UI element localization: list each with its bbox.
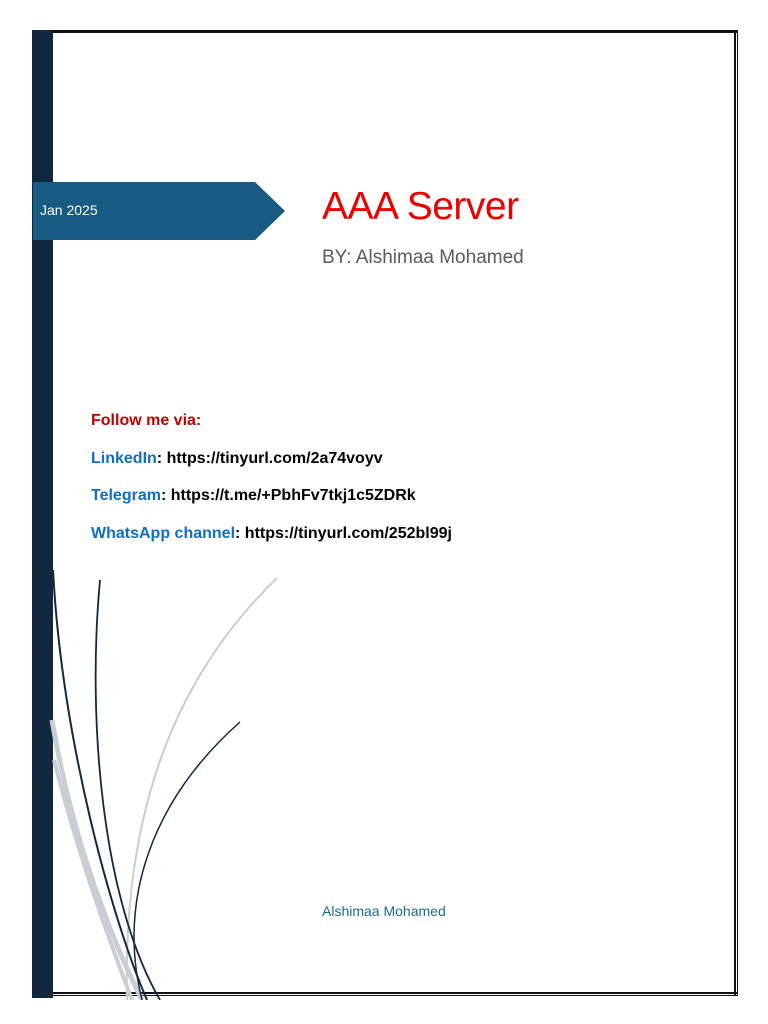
telegram-label: Telegram: [91, 487, 161, 504]
cover-date: Jan 2025: [40, 202, 98, 218]
footer-author: Alshimaa Mohamed: [322, 903, 446, 919]
curve-dark-3: [134, 722, 240, 1000]
document-byline: BY: Alshimaa Mohamed: [322, 247, 524, 268]
linkedin-label: LinkedIn: [91, 450, 157, 467]
telegram-separator: :: [160, 487, 171, 504]
whatsapp-separator: :: [235, 525, 245, 542]
decorative-curves: [32, 540, 292, 1000]
linkedin-line: [91, 450, 383, 468]
date-banner: [33, 182, 285, 240]
curve-light-1: [52, 720, 142, 1000]
whatsapp-line: [91, 525, 452, 543]
page-border-top: [32, 30, 738, 33]
curve-light-3: [127, 578, 277, 1000]
telegram-url[interactable]: https://t.me/+PbhFv7tkj1c5ZDRk: [170, 487, 416, 504]
linkedin-separator: :: [156, 450, 167, 467]
document-title: AAA Server: [322, 185, 519, 228]
page-border-right: [734, 30, 736, 996]
linkedin-url[interactable]: https://tinyurl.com/2a74voyv: [166, 450, 383, 467]
telegram-line: [91, 487, 416, 505]
follow-heading: Follow me via:: [91, 412, 202, 429]
whatsapp-url[interactable]: https://tinyurl.com/252bl99j: [244, 525, 452, 542]
whatsapp-label: WhatsApp channel: [91, 525, 236, 542]
